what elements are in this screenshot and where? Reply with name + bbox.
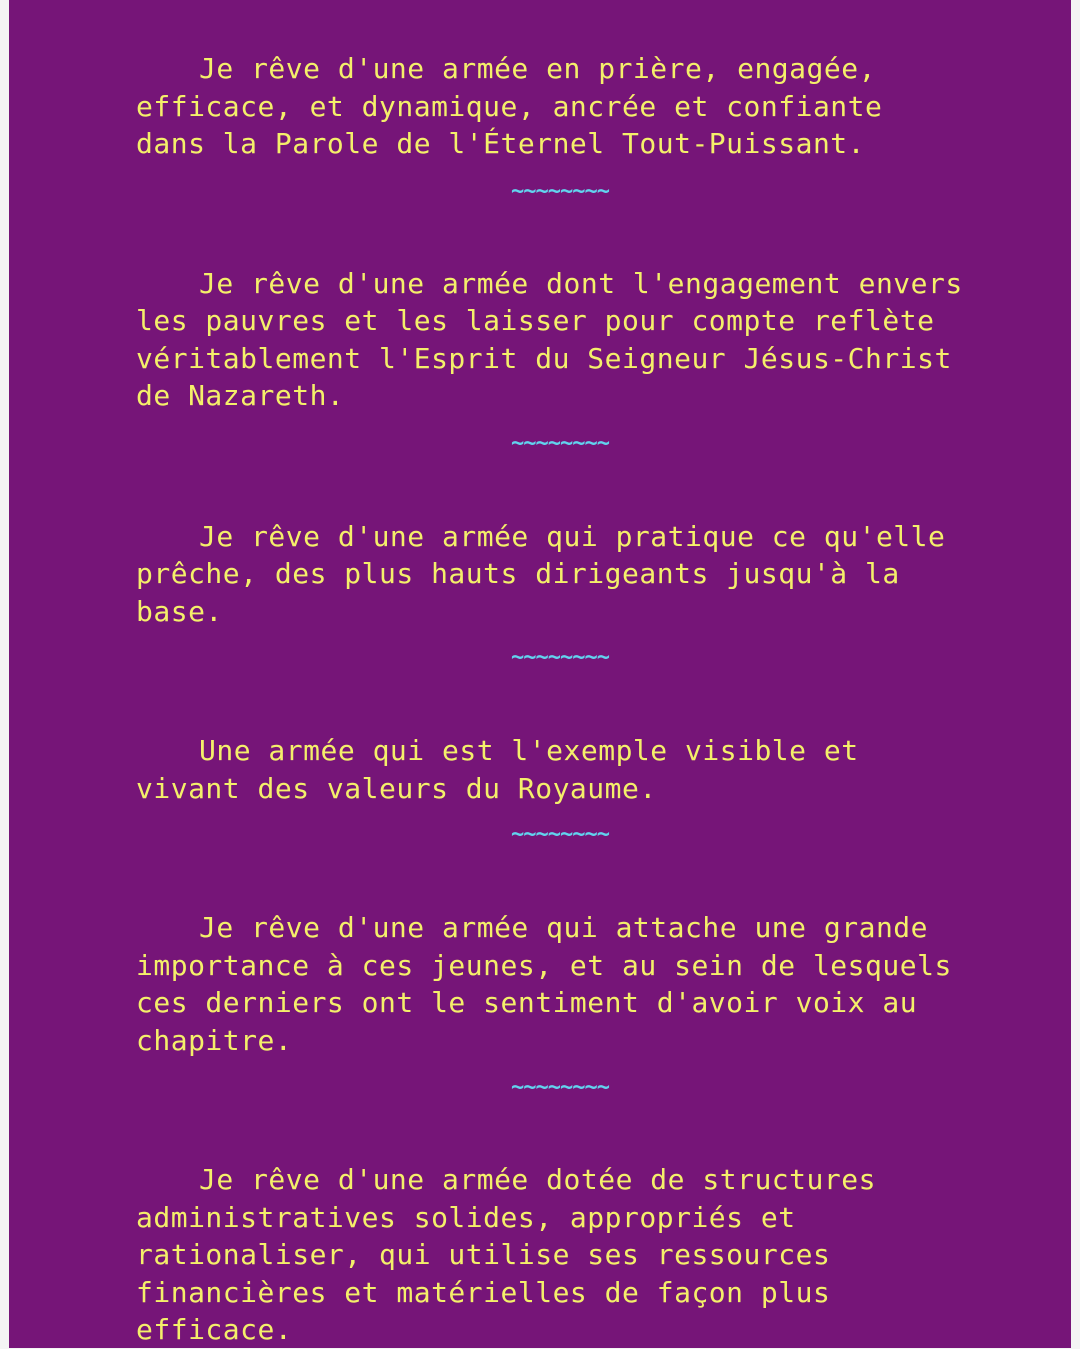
document-body	[136, 50, 981, 1349]
document-page	[9, 0, 1071, 1348]
paragraph-1: Je rêve d'une armée en prière, engagée, efficace, et dynamique, ancrée et confiante dans la Parole de l'Éternel Tout-Puissant.	[136, 52, 900, 160]
wave-separator: ~~~~~~~~	[511, 1075, 609, 1100]
wave-separator: ~~~~~~~~	[511, 645, 609, 670]
paragraph-3: Je rêve d'une armée qui pratique ce qu'elle prêche, des plus hauts dirigeants jusqu'à la base.	[136, 519, 963, 628]
wave-separator: ~~~~~~~~	[511, 430, 609, 456]
wave-separator: ~~~~~~~~	[511, 178, 609, 204]
paragraph-5: Je rêve d'une armée qui attache une grande importance à ces jeunes, et au sein de lesquels ces derniers ont le sentiment d'avoir voix au chapitre.	[136, 911, 970, 1057]
paragraph-6: Je rêve d'une armée dotée de structures administratives solides, appropriés et rationaliser, qui utilise ses ressources financières et matérielles de façon plus efficace.	[136, 1163, 894, 1346]
wave-separator: ~~~~~~~~	[511, 822, 609, 847]
paragraph-2: Je rêve d'une armée dont l'engagement envers les pauvres et les laisser pour compte reflète véritablement l'Esprit du Seigneur Jésus-Christ de Nazareth.	[136, 266, 981, 412]
paragraph-4: Une armée qui est l'exemple visible et vivant des valeurs du Royaume.	[136, 734, 876, 805]
